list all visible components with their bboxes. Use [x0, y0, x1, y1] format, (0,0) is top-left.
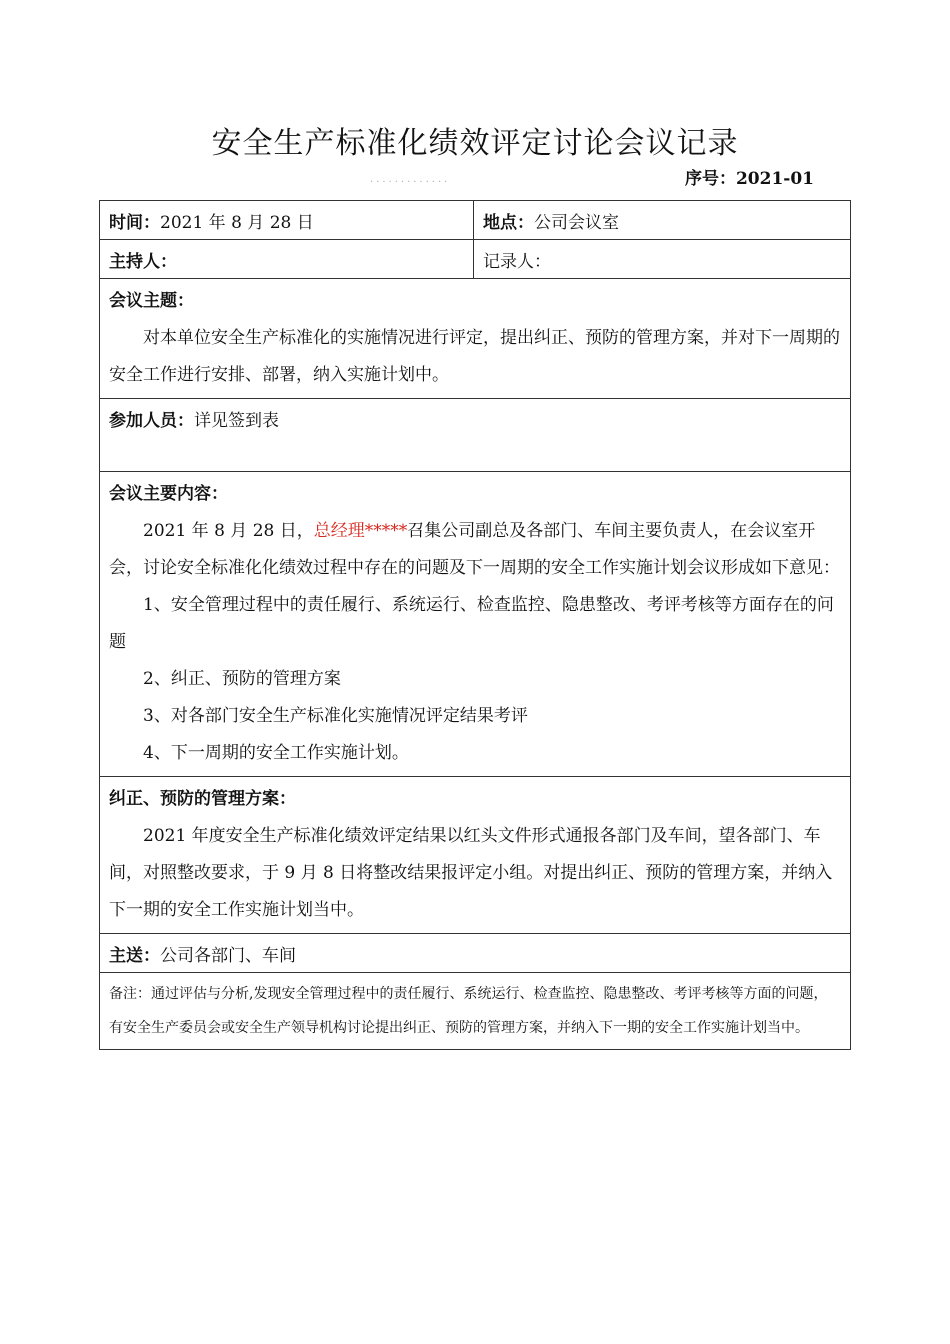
document-title: 安全生产标准化绩效评定讨论会议记录 — [211, 126, 739, 161]
host-cell — [100, 240, 474, 279]
plan-label: 纠正、预防的管理方案： — [109, 789, 296, 809]
recorder-cell — [474, 240, 851, 279]
content-label: 会议主要内容： — [109, 484, 228, 504]
recorder-label: 记录人： — [483, 251, 551, 272]
time-label: 时间： — [109, 212, 160, 233]
participants-label: 参加人员： — [109, 411, 194, 431]
row-topic — [100, 279, 851, 399]
serial-label: 序号： — [684, 169, 736, 189]
row-remark — [100, 973, 851, 1050]
content-intro-suffix: 召集公司副总及各部门、车间主要负责人，在会议室开会，讨论安全标准化化绩效过程中存在的问题及下一周期的安全工作实施计划会议形成如下意见： — [109, 521, 840, 578]
remark-cell — [100, 973, 851, 1050]
content-intro-prefix: 2021 年 8 月 28 日， — [143, 521, 314, 541]
plan-cell — [100, 777, 851, 934]
time-cell — [100, 201, 474, 240]
participants-value: 详见签到表 — [194, 411, 279, 431]
topic-label: 会议主题： — [109, 291, 194, 311]
place-cell — [474, 201, 851, 240]
content-item: 4、下一周期的安全工作实施计划。 — [143, 743, 409, 763]
serial-number — [685, 164, 814, 189]
sendto-label: 主送： — [109, 945, 160, 966]
host-label: 主持人： — [109, 251, 177, 272]
plan-text: 2021 年度安全生产标准化绩效评定结果以红头文件形式通报各部门及车间，望各部门、车间，对照整改要求，于 9 月 8 日将整改结果报评定小组。对提出纠正、预防的管理方案，并纳入下一期的安全工作实施计划当中。 — [109, 826, 833, 920]
topic-cell — [100, 279, 851, 399]
topic-text: 对本单位安全生产标准化的实施情况进行评定，提出纠正、预防的管理方案，并对下一周期的安全工作进行安排、部署，纳入实施计划中。 — [109, 328, 840, 385]
row-participants — [100, 399, 851, 472]
sendto-cell — [100, 934, 851, 973]
content-cell — [100, 472, 851, 777]
content-intro-highlight: 总经理***** — [313, 521, 408, 541]
content-intro — [109, 513, 841, 587]
meeting-record-table — [99, 200, 851, 1050]
content-item: 3、对各部门安全生产标准化实施情况评定结果考评 — [143, 706, 528, 726]
content-item: 1、安全管理过程中的责任履行、系统运行、检查监控、隐患整改、考评考核等方面存在的问题 — [109, 595, 834, 652]
participants-cell — [100, 399, 851, 472]
row-content — [100, 472, 851, 777]
serial-value: 2021-01 — [735, 169, 814, 189]
row-sendto — [100, 934, 851, 973]
sendto-value: 公司各部门、车间 — [160, 945, 296, 966]
time-value: 2021 年 8 月 28 日 — [160, 212, 314, 233]
place-label: 地点： — [483, 212, 534, 233]
row-time-place — [100, 201, 851, 240]
content-item: 2、纠正、预防的管理方案 — [143, 669, 341, 689]
remark-text: 备注：通过评估与分析,发现安全管理过程中的责任履行、系统运行、检查监控、隐患整改、考评考核等方面的问题，有安全生产委员会或安全生产领导机构讨论提出纠正、预防的管理方案，并纳入下一期的安全工作实施计划当中。 — [109, 986, 828, 1036]
row-plan — [100, 777, 851, 934]
place-value: 公司会议室 — [534, 212, 619, 233]
dotted-line: ............. — [370, 174, 451, 185]
row-host-recorder — [100, 240, 851, 279]
